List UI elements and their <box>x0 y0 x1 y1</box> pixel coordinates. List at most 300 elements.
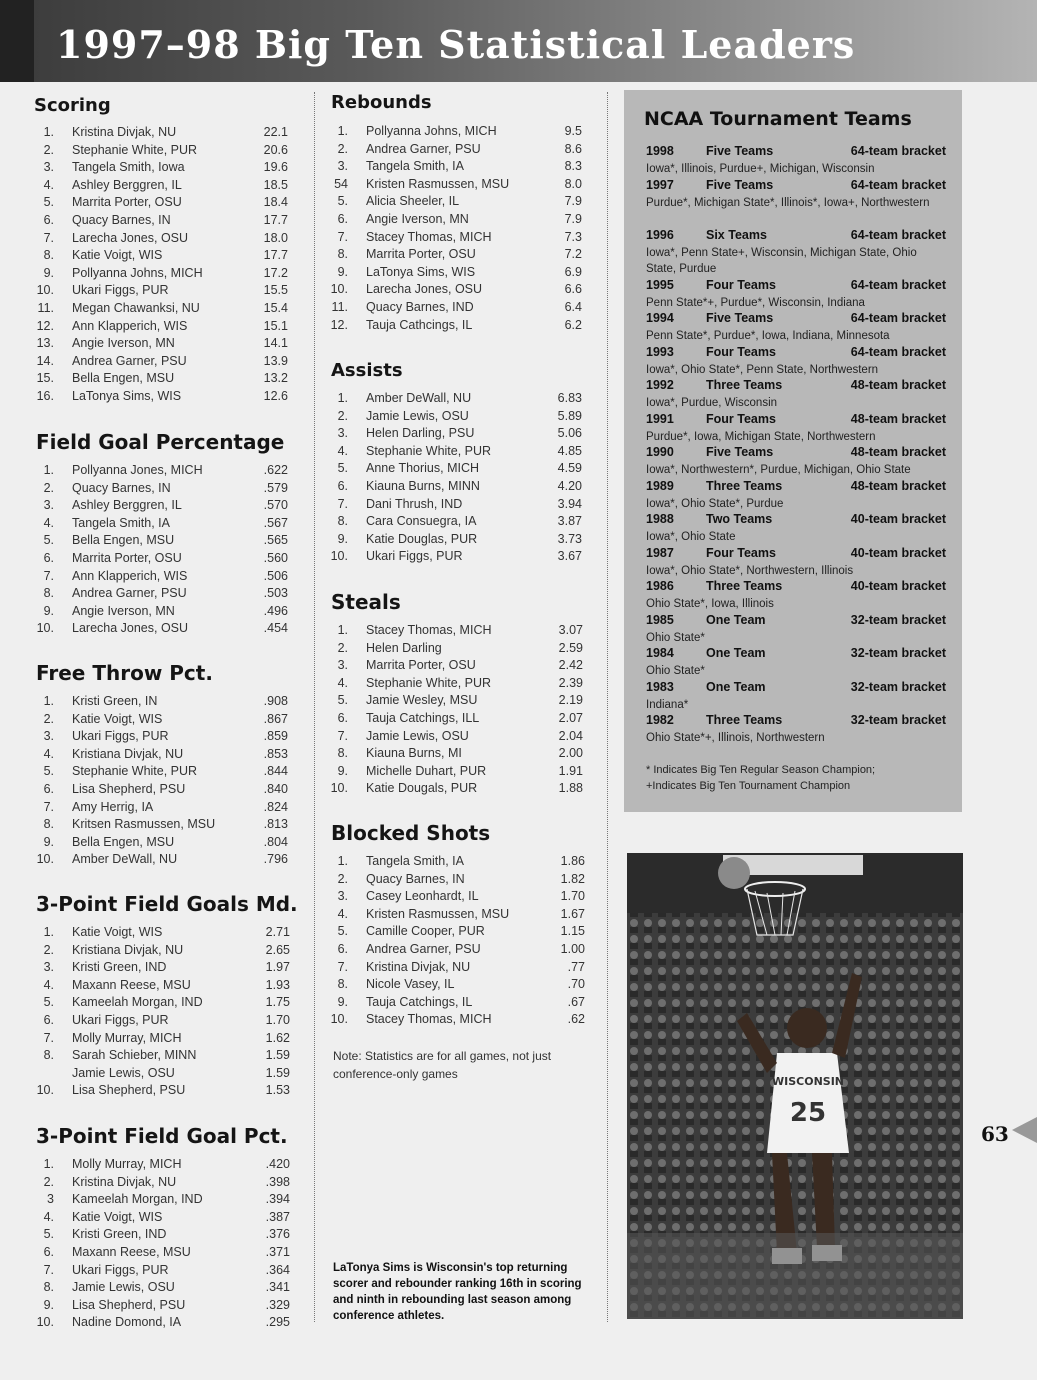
stat-player: Lisa Shepherd, PSU <box>72 1297 186 1312</box>
stat-rank: 7. <box>337 496 348 511</box>
stat-row <box>32 1280 290 1298</box>
stat-player: Michelle Duhart, PUR <box>366 763 487 778</box>
stat-rank: 5. <box>337 461 348 476</box>
stat-player: Alicia Sheeler, IL <box>366 194 460 209</box>
stat-value: 17.7 <box>263 248 288 263</box>
stat-row <box>326 549 582 567</box>
stat-player: Katie Voigt, WIS <box>72 925 163 939</box>
ncaa-bracket: 48-team bracket <box>850 478 946 493</box>
ncaa-bracket: 32-team bracket <box>850 646 946 660</box>
stat-row <box>326 479 582 497</box>
stat-rank: 2. <box>337 871 348 886</box>
stat-value: .387 <box>265 1209 290 1224</box>
stat-value: 19.6 <box>263 160 288 175</box>
ncaa-bracket: 64-team bracket <box>850 227 946 242</box>
ncaa-teams: Ohio State* <box>646 631 705 644</box>
stat-player: Katie Douglas, PUR <box>366 531 478 546</box>
stat-row <box>326 194 582 212</box>
stat-row <box>32 817 288 835</box>
stat-rank: 2. <box>43 480 54 495</box>
stat-player: Helen Darling, PSU <box>366 426 475 441</box>
stat-value: .364 <box>265 1262 290 1277</box>
stats-note: Note: Statistics are for all games, not just conference-only games <box>333 1049 552 1081</box>
stat-row <box>326 282 582 300</box>
stat-player: Megan Chawanksi, NU <box>72 301 200 315</box>
stat-row <box>32 231 288 249</box>
stat-rank: 4. <box>43 977 54 992</box>
stat-row <box>32 266 288 284</box>
stat-value: .796 <box>263 852 288 867</box>
stat-player: Ukari Figgs, PUR <box>72 1262 169 1277</box>
stat-rank: 12. <box>36 318 54 333</box>
ncaa-bracket: 64-team bracket <box>850 277 946 292</box>
stat-player: Andrea Garner, PSU <box>72 353 187 368</box>
ncaa-year: 1997 <box>646 177 674 192</box>
stat-rank: 2. <box>337 640 348 655</box>
stat-value: 7.3 <box>564 229 582 244</box>
ncaa-bracket: 40-team bracket <box>850 512 946 526</box>
ncaa-team-count: Five Teams <box>706 177 774 192</box>
ncaa-team-count: Two Teams <box>706 512 773 526</box>
stat-value: 13.9 <box>263 353 288 368</box>
stat-player: Angie Iverson, MN <box>366 212 469 226</box>
ncaa-team-count: Five Teams <box>706 144 774 158</box>
stat-value: 2.00 <box>558 746 583 761</box>
stat-player: Larecha Jones, OSU <box>366 282 483 297</box>
stat-value: 1.00 <box>560 942 585 956</box>
ncaa-team-count: Five Teams <box>706 311 774 325</box>
stat-player: Bella Engen, MSU <box>72 834 175 849</box>
stat-value: .398 <box>265 1174 290 1189</box>
stat-player: Dani Thrush, IND <box>366 496 463 511</box>
ncaa-teams: Iowa*, Purdue, Wisconsin <box>646 397 778 409</box>
stat-player: LaTonya Sims, WIS <box>366 264 476 279</box>
stat-row <box>32 160 288 178</box>
stat-rank: 7. <box>43 799 54 814</box>
stat-row <box>326 318 582 336</box>
stat-player: Stephanie White, PUR <box>72 764 198 779</box>
stat-value: 2.71 <box>265 925 290 939</box>
stat-value: 1.70 <box>560 889 585 904</box>
stat-value: 3.07 <box>558 623 583 637</box>
stat-rank: 1. <box>337 623 348 637</box>
stat-row <box>326 514 582 532</box>
stat-value: 15.4 <box>263 301 288 315</box>
stat-player: Jamie Lewis, OSU <box>72 1280 175 1295</box>
stat-player: Marrita Porter, OSU <box>72 195 182 210</box>
stat-rank: 8. <box>43 817 54 832</box>
ncaa-team-count: Three Teams <box>706 378 783 392</box>
stat-value: 1.15 <box>560 924 585 939</box>
jersey-number: 25 <box>789 1098 827 1128</box>
stat-row <box>32 371 288 389</box>
stat-value: 22.1 <box>263 125 288 139</box>
stat-rank: 2. <box>43 711 54 726</box>
stat-player: Angie Iverson, MN <box>72 603 175 618</box>
ncaa-bracket: 48-team bracket <box>850 378 946 392</box>
stat-rank: 9. <box>43 603 54 618</box>
stat-rank: 5. <box>337 194 348 209</box>
stat-player: Katie Voigt, WIS <box>72 248 163 263</box>
stat-row <box>326 658 583 676</box>
ncaa-year: 1988 <box>646 512 674 526</box>
ncaa-teams: Penn State*, Purdue*, Iowa, Indiana, Minnesota <box>646 330 890 342</box>
stat-value: 14.1 <box>263 336 288 351</box>
stat-row <box>32 852 288 870</box>
stat-rank: 7. <box>337 728 348 743</box>
stat-player: Kiauna Burns, MI <box>366 746 462 761</box>
stat-rank: 4. <box>337 906 348 921</box>
ncaa-teams: Ohio State*+, Illinois, Northwestern <box>646 732 825 744</box>
stat-value: 1.62 <box>265 1030 290 1045</box>
stat-rank: 10. <box>36 283 54 298</box>
stat-row <box>32 800 288 818</box>
stat-row <box>326 872 585 890</box>
stat-player: Kristen Rasmussen, MSU <box>366 176 510 191</box>
stat-value: 18.5 <box>263 177 288 192</box>
stat-player: Stacey Thomas, MICH <box>366 1012 492 1027</box>
stat-row <box>32 125 288 143</box>
stat-value: 1.59 <box>265 1065 290 1080</box>
stat-row <box>32 336 288 354</box>
stat-player: Katie Voigt, WIS <box>72 1209 163 1224</box>
stat-value: .394 <box>265 1192 290 1207</box>
stat-row <box>326 746 583 764</box>
stat-player: Kristina Divjak, NU <box>72 125 177 139</box>
stat-rank: 5. <box>43 533 54 548</box>
stat-value: 18.4 <box>263 195 288 210</box>
stat-row <box>32 481 288 499</box>
stat-value: .622 <box>263 463 288 477</box>
page-title: 1997–98 Big Ten Statistical Leaders <box>56 22 856 67</box>
stat-value: 1.88 <box>558 781 583 796</box>
stat-value: .824 <box>263 799 288 814</box>
stat-row <box>326 444 582 462</box>
stat-row <box>326 764 583 782</box>
stat-player: Amber DeWall, NU <box>366 391 472 405</box>
stat-value: .295 <box>265 1315 290 1330</box>
stat-player: Marrita Porter, OSU <box>366 247 476 262</box>
stat-value: 1.91 <box>558 763 583 778</box>
stat-player: Katie Dougals, PUR <box>366 781 478 796</box>
ncaa-team-count: Five Teams <box>706 445 774 459</box>
ncaa-team-count: Three Teams <box>706 713 783 727</box>
stat-rank: 6. <box>337 479 348 493</box>
ncaa-year: 1996 <box>646 227 674 242</box>
stat-row <box>326 942 585 960</box>
ft-pct-title: Free Throw Pct. <box>36 661 213 685</box>
stat-rank: 7. <box>43 230 54 245</box>
stat-rank: 4. <box>337 443 348 458</box>
stat-value: .70 <box>567 977 585 992</box>
stat-rank: 3. <box>337 426 348 441</box>
stat-rank: 4. <box>43 515 54 530</box>
stat-value: 5.89 <box>557 408 582 423</box>
stat-rank: 8. <box>337 746 348 761</box>
column-divider-right <box>607 92 608 1322</box>
stat-rank: 4. <box>337 675 348 690</box>
stat-player: Kristina Divjak, NU <box>72 1174 177 1189</box>
stat-value: 7.9 <box>564 212 582 226</box>
stat-value: 2.59 <box>558 640 583 655</box>
ncaa-year: 1983 <box>646 679 674 694</box>
stat-rank: 3. <box>337 889 348 904</box>
stat-row <box>32 712 288 730</box>
stat-row <box>326 781 583 799</box>
stat-row <box>32 1263 290 1281</box>
stat-row <box>32 213 288 231</box>
ncaa-teams: Indiana* <box>646 698 689 711</box>
ncaa-year: 1989 <box>646 478 674 493</box>
banner-edge <box>0 0 34 82</box>
stat-rank: 3. <box>43 160 54 175</box>
stat-rank: 4. <box>43 177 54 192</box>
stat-value: 1.82 <box>560 871 585 886</box>
ncaa-teams: Iowa*, Ohio State*, Northwestern, Illinois <box>646 564 854 577</box>
stat-row <box>32 586 288 604</box>
stat-value: 7.2 <box>564 247 582 262</box>
stat-rank: 54 <box>334 176 348 191</box>
stat-player: Jamie Lewis, OSU <box>72 1065 175 1080</box>
stat-rank: 2. <box>337 141 348 156</box>
stat-player: Stephanie White, PUR <box>366 675 492 690</box>
stat-rank: 3. <box>43 960 54 975</box>
stat-player: Ukari Figgs, PUR <box>366 549 463 564</box>
stat-player: Lisa Shepherd, PSU <box>72 1083 186 1098</box>
stat-player: Angie Iverson, MN <box>72 336 175 351</box>
stat-player: Nadine Domond, IA <box>72 1315 182 1330</box>
ncaa-teams: Purdue*, Michigan State*, Illinois*, Iowa+, Northwestern <box>646 196 930 209</box>
stat-row <box>326 711 583 729</box>
stat-rank: 8. <box>43 586 54 601</box>
stat-value: 6.2 <box>564 317 582 332</box>
stat-row <box>326 676 583 694</box>
stat-player: Kristi Green, IND <box>72 960 167 975</box>
ncaa-year: 1995 <box>646 277 674 292</box>
stat-player: Tangela Smith, IA <box>366 159 464 174</box>
stat-rank: 10. <box>36 852 54 867</box>
stat-rank: 6. <box>337 942 348 956</box>
ncaa-year: 1985 <box>646 612 674 627</box>
stat-player: Maxann Reese, MSU <box>72 977 191 992</box>
stat-row <box>326 729 583 747</box>
stat-rank: 10. <box>330 282 348 297</box>
ncaa-teams: Purdue*, Iowa, Michigan State, Northwestern <box>646 430 876 443</box>
rebounds-title: Rebounds <box>331 92 432 113</box>
stat-row <box>32 248 288 266</box>
ncaa-year: 1992 <box>646 378 674 392</box>
stat-row <box>32 1013 290 1031</box>
stat-row <box>32 498 288 516</box>
stat-row <box>326 497 582 515</box>
ncaa-team-count: One Team <box>706 679 766 694</box>
stat-player: Tangela Smith, IA <box>366 854 464 868</box>
ncaa-bracket: 64-team bracket <box>850 144 946 158</box>
stat-player: Kristiana Divjak, NU <box>72 942 184 957</box>
stat-player: Molly Murray, MICH <box>72 1157 182 1171</box>
stat-row <box>32 1192 290 1210</box>
stat-player: Ann Klapperich, WIS <box>72 568 188 583</box>
stat-player: Kristiana Divjak, NU <box>72 746 184 761</box>
stat-player: Kristi Green, IN <box>72 694 158 708</box>
stat-player: Quacy Barnes, IND <box>366 300 474 314</box>
stat-value: .804 <box>263 834 288 849</box>
stat-rank: 8. <box>43 248 54 263</box>
stat-player: Kiauna Burns, MINN <box>366 479 480 493</box>
stat-value: 8.6 <box>564 141 582 156</box>
stat-row <box>326 960 585 978</box>
stat-player: Kristen Rasmussen, MSU <box>366 906 510 921</box>
stat-player: Tangela Smith, Iowa <box>72 160 185 175</box>
stat-value: .62 <box>567 1012 585 1027</box>
stat-rank: 7. <box>337 229 348 244</box>
stat-row <box>326 1012 585 1030</box>
stat-player: Casey Leonhardt, IL <box>366 889 479 904</box>
stat-player: Jamie Lewis, OSU <box>366 728 469 743</box>
ncaa-teams: Iowa*, Ohio State*, Purdue <box>646 497 784 510</box>
stat-row <box>32 533 288 551</box>
ncaa-teams: Ohio State*, Iowa, Illinois <box>646 598 774 610</box>
stat-value: 2.39 <box>558 675 583 690</box>
stat-player: Kristina Divjak, NU <box>366 959 471 974</box>
ncaa-teams: Ohio State* <box>646 665 705 677</box>
player-photo <box>627 853 963 1319</box>
stat-value: 1.53 <box>265 1083 290 1098</box>
ncaa-team-count: Three Teams <box>706 579 783 593</box>
stat-rank: 14. <box>36 353 54 368</box>
stat-rank: 8. <box>337 977 348 992</box>
stat-row <box>326 623 583 641</box>
stat-rank: 10. <box>36 1315 54 1330</box>
stat-rank: 1. <box>337 854 348 868</box>
stat-player: Amy Herrig, IA <box>72 799 154 814</box>
stat-rank: 10. <box>330 549 348 564</box>
stat-value: .567 <box>263 515 288 530</box>
stat-value: 1.67 <box>560 906 585 921</box>
column-divider-left <box>314 92 315 1322</box>
stat-player: Maxann Reese, MSU <box>72 1245 191 1259</box>
stat-player: Kameelah Morgan, IND <box>72 995 203 1010</box>
stat-rank: 3 <box>47 1192 54 1207</box>
stat-row <box>32 835 288 853</box>
stat-value: .859 <box>263 729 288 744</box>
stat-player: Sarah Schieber, MINN <box>72 1048 197 1063</box>
stat-row <box>32 1175 290 1193</box>
stat-row <box>32 516 288 534</box>
ncaa-teams: Penn State*+, Purdue*, Wisconsin, Indiana <box>646 296 865 309</box>
ncaa-year: 1991 <box>646 411 674 426</box>
ncaa-teams: Iowa*, Illinois, Purdue+, Michigan, Wisconsin <box>646 163 875 175</box>
stat-player: Stephanie White, PUR <box>72 142 198 157</box>
stat-value: 4.20 <box>557 479 582 493</box>
stat-value: 20.6 <box>263 142 288 157</box>
stat-row <box>326 409 582 427</box>
scoring-title: Scoring <box>34 95 111 116</box>
stat-rank: 2. <box>43 1174 54 1189</box>
stat-player: Stacey Thomas, MICH <box>366 623 492 637</box>
stat-player: Marrita Porter, OSU <box>72 551 182 565</box>
stat-rank: 9. <box>337 994 348 1009</box>
stat-row <box>32 1048 290 1066</box>
page-number: 63 <box>981 1122 1009 1146</box>
stat-rank: 11. <box>37 301 54 315</box>
stat-rank: 6. <box>337 212 348 226</box>
stat-value: .908 <box>263 694 288 708</box>
stat-value: 18.0 <box>263 230 288 245</box>
stat-row <box>326 854 585 872</box>
stat-value: 7.9 <box>564 194 582 209</box>
stat-rank: 1. <box>337 391 348 405</box>
stat-value: 3.87 <box>557 514 582 529</box>
stat-row <box>326 159 582 177</box>
stat-rank: 2. <box>43 142 54 157</box>
stat-row <box>32 995 290 1013</box>
stat-value: 2.07 <box>558 711 583 725</box>
stat-rank: 10. <box>36 1083 54 1098</box>
stat-row <box>326 426 582 444</box>
stat-player: Stacey Thomas, MICH <box>366 229 492 244</box>
stat-player: Quacy Barnes, IN <box>72 480 171 495</box>
ncaa-bracket: 40-team bracket <box>850 545 946 560</box>
stat-player: Kritsen Rasmussen, MSU <box>72 817 216 832</box>
stat-value: 3.67 <box>557 549 582 564</box>
jersey-text: WISCONSIN <box>772 1075 844 1088</box>
ncaa-year: 1982 <box>646 713 674 727</box>
stat-value: .579 <box>263 480 288 495</box>
stat-value: 1.75 <box>265 995 290 1010</box>
ncaa-team-count: Three Teams <box>706 478 783 493</box>
ncaa-year: 1984 <box>646 646 674 660</box>
stat-row <box>32 764 288 782</box>
stat-value: .341 <box>265 1280 290 1295</box>
stat-rank: 12. <box>330 317 348 332</box>
stat-row <box>326 391 582 409</box>
stat-rank: 8. <box>43 1048 54 1063</box>
ncaa-team-count: One Team <box>706 612 766 627</box>
stat-value: 2.04 <box>558 728 583 743</box>
stat-row <box>32 319 288 337</box>
stat-row <box>326 693 583 711</box>
ncaa-teams: Iowa*, Penn State+, Wisconsin, Michigan State, Ohio State, Purdue <box>646 246 917 275</box>
stat-value: .496 <box>263 603 288 618</box>
stat-row <box>32 1315 290 1333</box>
stat-rank: 3. <box>43 498 54 513</box>
stat-value: 15.5 <box>263 283 288 298</box>
stat-value: 13.2 <box>263 371 288 386</box>
ncaa-box <box>624 90 962 812</box>
stat-player: Tauja Cathcings, IL <box>366 317 473 332</box>
ncaa-year: 1986 <box>646 579 674 593</box>
stat-value: 6.9 <box>564 264 582 279</box>
stat-row <box>32 463 288 481</box>
stat-rank: 7. <box>337 959 348 974</box>
stat-player: Andrea Garner, PSU <box>366 942 481 956</box>
stat-player: Pollyanna Johns, MICH <box>366 124 497 138</box>
title-banner <box>0 0 1037 82</box>
stat-value: 12.6 <box>263 389 288 403</box>
stat-rank: 5. <box>43 995 54 1010</box>
stat-row <box>326 924 585 942</box>
stat-value: 1.86 <box>560 854 585 868</box>
stat-player: Ukari Figgs, PUR <box>72 1013 169 1027</box>
stat-rank: 5. <box>337 693 348 708</box>
stat-row <box>32 1066 290 1084</box>
stat-rank: 10. <box>36 621 54 636</box>
stat-row <box>326 212 582 230</box>
stat-player: Jamie Wesley, MSU <box>366 693 478 708</box>
stat-value: .867 <box>263 711 288 726</box>
stat-value: 1.70 <box>265 1013 290 1027</box>
